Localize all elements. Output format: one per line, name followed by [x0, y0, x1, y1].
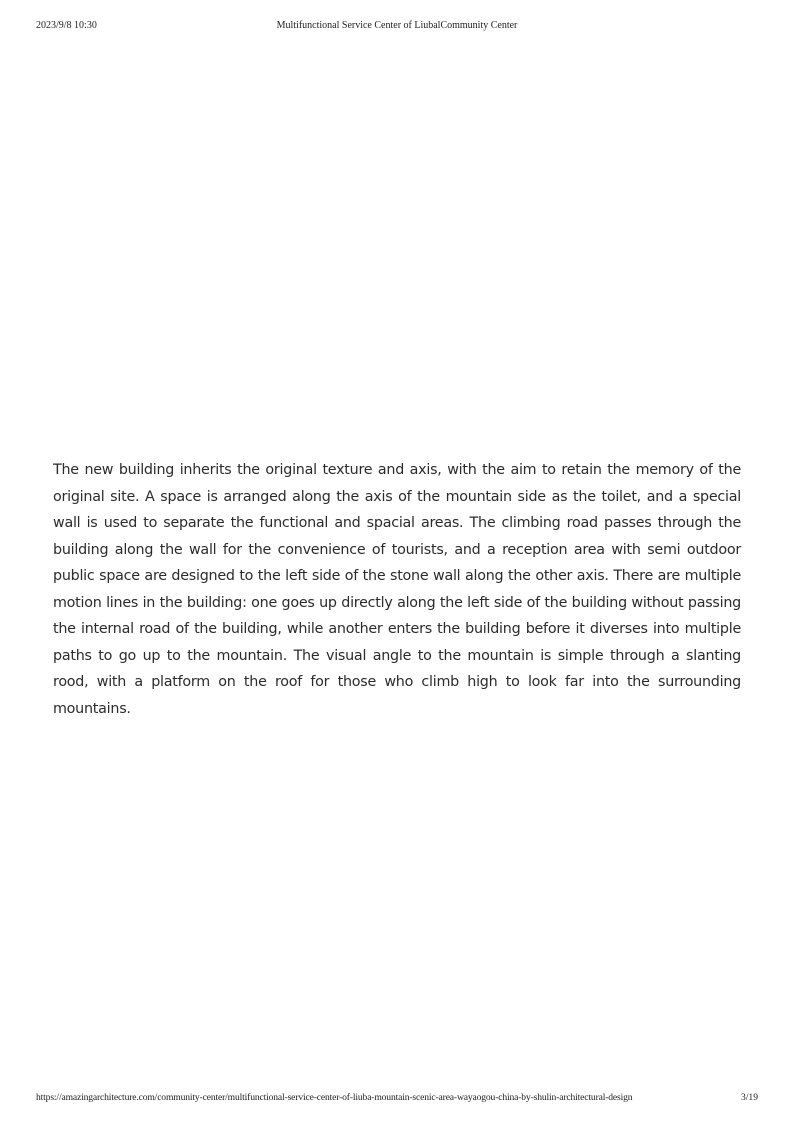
page-title: Multifunctional Service Center of LiubalCommunity Center [276, 20, 518, 31]
print-footer [36, 1092, 758, 1106]
article-body [53, 457, 741, 722]
article-paragraph: The new building inherits the original texture and axis, with the aim to retain the memory of the original site. A space is arranged along the axis of the mountain side as the toilet, and a special wall is used to separate the functional and spacial areas. The climbing road passes through the building along the wall for the convenience of tourists, and a reception area with semi outdoor public space are designed to the left side of the stone wall along the other axis. There are multiple motion lines in the building: one goes up directly along the left side of the building without passing the internal road of the building, while another enters the building before it diverses into multiple paths to go up to the mountain. The visual angle to the mountain is simple through a slanting rood, with a platform on the roof for those who climb high to look far into the surrounding mountains. [53, 462, 741, 717]
page-number: 3/19 [740, 1092, 758, 1103]
print-datetime: 2023/9/8 10:30 [36, 20, 97, 31]
source-url: https://amazingarchitecture.com/community-center/multifunctional-service-center-of-liuba-mountain-scenic-area-wayaogou-china-by-shulin-architectural-design [36, 1092, 633, 1103]
print-header [36, 20, 758, 36]
